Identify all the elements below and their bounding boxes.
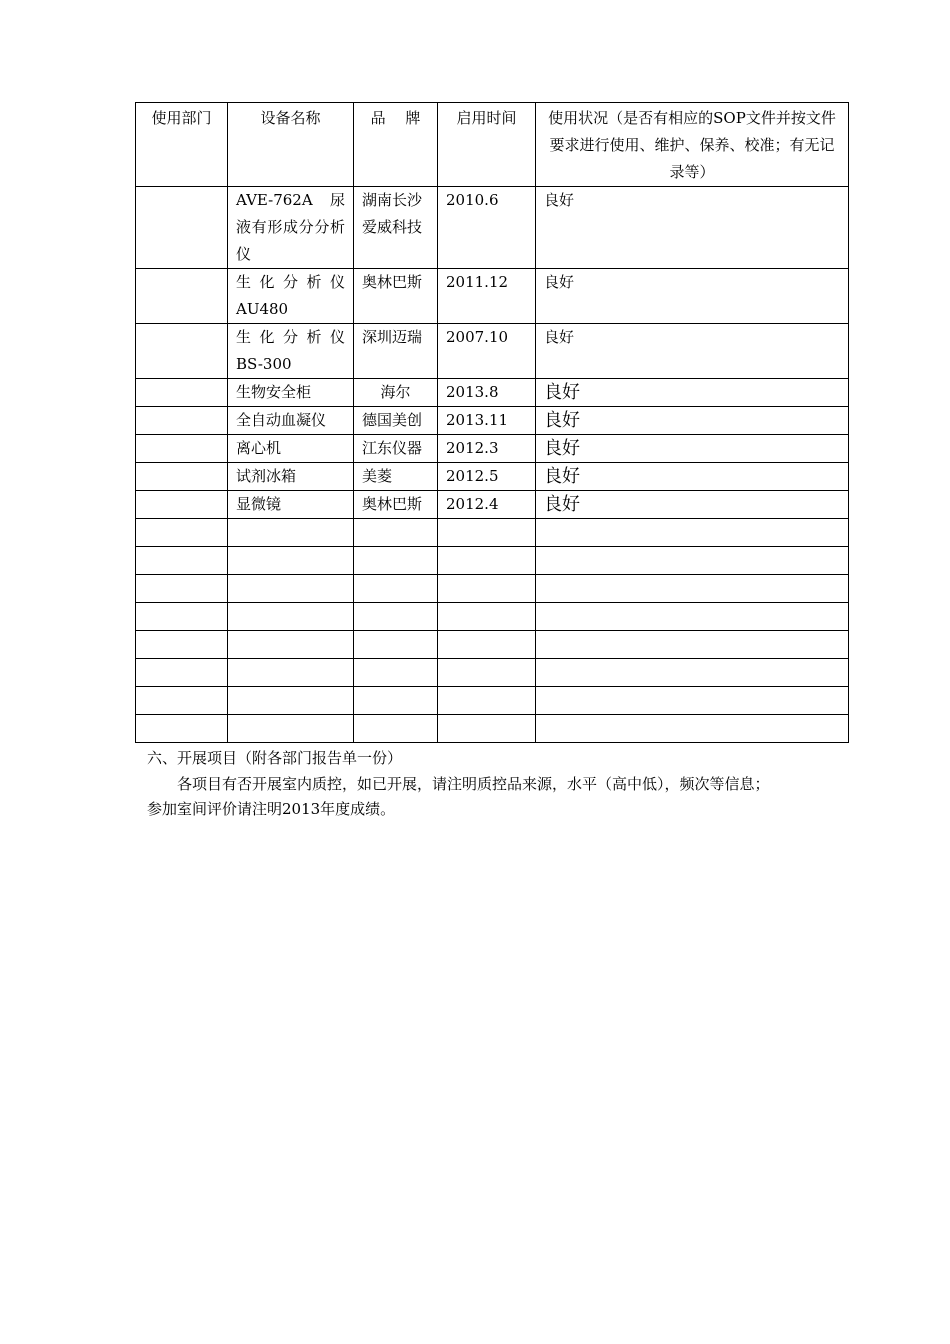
header-name: 设备名称 bbox=[228, 103, 354, 187]
cell-dept bbox=[136, 463, 228, 491]
table-header-row bbox=[136, 103, 849, 187]
cell-status: 良好 bbox=[536, 187, 849, 269]
header-status: 使用状况（是否有相应的SOP文件并按文件要求进行使用、维护、保养、校准；有无记录等） bbox=[536, 103, 849, 187]
empty-table-row bbox=[136, 631, 849, 659]
cell-brand: 江东仪器 bbox=[354, 435, 438, 463]
table-row bbox=[136, 324, 849, 379]
table-row bbox=[136, 491, 849, 519]
cell-date: 2012.4 bbox=[438, 491, 536, 519]
empty-table-row bbox=[136, 575, 849, 603]
empty-table-row bbox=[136, 715, 849, 743]
section-six-paragraph: 各项目有否开展室内质控，如已开展，请注明质控品来源，水平（高中低），频次等信息； bbox=[177, 775, 770, 793]
cell-status: 良好 bbox=[536, 324, 849, 379]
cell-dept bbox=[136, 269, 228, 324]
cell-name: 生 化 分 析 仪 AU480 bbox=[228, 269, 354, 324]
empty-table-row bbox=[136, 547, 849, 575]
cell-status: 良好 bbox=[536, 407, 849, 435]
cell-brand: 湖南长沙爱威科技 bbox=[354, 187, 438, 269]
cell-brand: 德国美创 bbox=[354, 407, 438, 435]
cell-brand: 奥林巴斯 bbox=[354, 269, 438, 324]
cell-status: 良好 bbox=[536, 463, 849, 491]
cell-dept bbox=[136, 379, 228, 407]
cell-name: 离心机 bbox=[228, 435, 354, 463]
cell-status: 良好 bbox=[536, 269, 849, 324]
cell-date: 2013.11 bbox=[438, 407, 536, 435]
cell-name: AVE-762A 尿液有形成分分析仪 bbox=[228, 187, 354, 269]
cell-brand: 海尔 bbox=[354, 379, 438, 407]
table-row bbox=[136, 407, 849, 435]
cell-name: 生物安全柜 bbox=[228, 379, 354, 407]
table-row bbox=[136, 269, 849, 324]
header-date: 启用时间 bbox=[438, 103, 536, 187]
cell-brand: 美菱 bbox=[354, 463, 438, 491]
cell-date: 2012.3 bbox=[438, 435, 536, 463]
header-dept: 使用部门 bbox=[136, 103, 228, 187]
cell-dept bbox=[136, 491, 228, 519]
cell-dept bbox=[136, 407, 228, 435]
empty-table-row bbox=[136, 519, 849, 547]
cell-name: 试剂冰箱 bbox=[228, 463, 354, 491]
section-six-heading: 六、开展项目（附各部门报告单一份） bbox=[147, 749, 403, 767]
cell-date: 2010.6 bbox=[438, 187, 536, 269]
table-row bbox=[136, 187, 849, 269]
equipment-table bbox=[135, 102, 849, 743]
table-row bbox=[136, 379, 849, 407]
empty-table-row bbox=[136, 687, 849, 715]
cell-dept bbox=[136, 187, 228, 269]
cell-name: 显微镜 bbox=[228, 491, 354, 519]
section-six-paragraph-continued: 参加室间评价请注明2013年度成绩。 bbox=[147, 800, 396, 818]
header-brand: 品 牌 bbox=[354, 103, 438, 187]
cell-dept bbox=[136, 324, 228, 379]
empty-table-row bbox=[136, 659, 849, 687]
cell-name: 生 化 分 析 仪 BS-300 bbox=[228, 324, 354, 379]
table-row bbox=[136, 435, 849, 463]
cell-brand: 深圳迈瑞 bbox=[354, 324, 438, 379]
cell-brand: 奥林巴斯 bbox=[354, 491, 438, 519]
empty-table-row bbox=[136, 603, 849, 631]
cell-dept bbox=[136, 435, 228, 463]
cell-status: 良好 bbox=[536, 379, 849, 407]
cell-date: 2013.8 bbox=[438, 379, 536, 407]
cell-name: 全自动血凝仪 bbox=[228, 407, 354, 435]
cell-date: 2012.5 bbox=[438, 463, 536, 491]
cell-date: 2011.12 bbox=[438, 269, 536, 324]
cell-status: 良好 bbox=[536, 435, 849, 463]
table-row bbox=[136, 463, 849, 491]
cell-date: 2007.10 bbox=[438, 324, 536, 379]
cell-status: 良好 bbox=[536, 491, 849, 519]
